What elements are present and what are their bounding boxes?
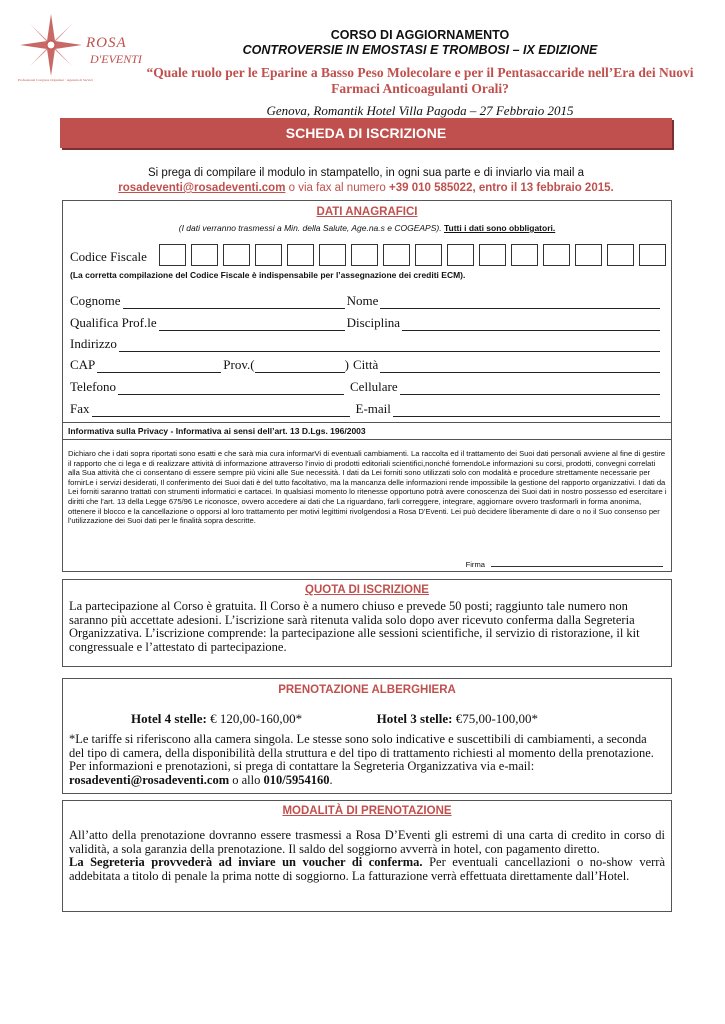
logo-brand-line2: D'EVENTI [90, 52, 142, 66]
modalita-title: MODALITÀ DI PRENOTAZIONE [282, 805, 452, 817]
logo [18, 12, 142, 84]
prenotazione-phone: 010/5954160 [263, 772, 330, 787]
codice-fiscale-cell[interactable] [575, 244, 602, 266]
nome-field[interactable] [380, 296, 660, 309]
intro-fax-text: o via fax al numero [285, 182, 389, 194]
intro-line1: Si prega di compilare il modulo in stampatello, in ogni sua parte e di inviarlo via mail a [148, 167, 584, 179]
quota-text: La partecipazione al Corso è gratuita. Il Corso è a numero chiuso e prevede 50 posti; raggiunto tale numero non saranno più accettate adesioni. L’iscrizione sarà ritenuta valida solo dopo aver ricevuto conferma dalla Segreteria Organizzativa. L’iscrizione comprende: la partecipazione alle sessioni scientifiche, il servizio di ristorazione, il kit congressuale e l’attestato di partecipazione. [69, 599, 640, 654]
compass-star-icon [18, 12, 84, 78]
disciplina-field[interactable] [402, 318, 660, 331]
prenotazione-body: *Le tariffe si riferiscono alla camera singola. Le stesse sono solo indicative e suscettibili di cambiamenti, a seconda del tipo di camera, della disponibilità della struttura e del tipo di trattamento richiesti al momento della prenotazione. Per informazioni e prenotazioni, si prega di contattare la Segreteria Organizzativa via e-mail: [69, 732, 654, 773]
codice-fiscale-cell[interactable] [383, 244, 410, 266]
row-cap-prov-citta [70, 357, 662, 373]
prov-close: ) [344, 357, 349, 372]
prenotazione-or: o allo [229, 772, 264, 787]
citta-label: Città [352, 357, 379, 372]
prenotazione-section [62, 678, 672, 794]
codice-fiscale-cell[interactable] [447, 244, 474, 266]
hotel4-label: Hotel 4 stelle: [131, 711, 207, 726]
codice-fiscale-cell[interactable] [351, 244, 378, 266]
nome-label: Nome [346, 293, 379, 308]
prenotazione-end: . [329, 772, 333, 787]
cap-field[interactable] [97, 360, 221, 373]
modalita-section [62, 800, 672, 912]
qualifica-label: Qualifica Prof.le [70, 315, 157, 330]
prov-label: Prov.( [223, 357, 255, 372]
email-label: E-mail [355, 401, 391, 416]
codice-fiscale-cell[interactable] [159, 244, 186, 266]
codice-fiscale-cell[interactable] [255, 244, 282, 266]
disciplina-label: Disciplina [346, 315, 401, 330]
modalita-text1: All’atto della prenotazione dovranno essere trasmessi a Rosa D’Eventi gli estremi di una carta di credito in corso di validità, a sola garanzia della prenotazione. Il saldo del soggiorno avverrà in hotel, con pagamento diretto. [69, 828, 665, 856]
email-field[interactable] [393, 404, 660, 417]
cognome-label: Cognome [70, 293, 121, 308]
codice-fiscale-label: Codice Fiscale [70, 249, 147, 264]
modalita-text2: Per eventuali cancellazioni o no-show verrà addebitata a titolo di penale la prima notte di soggiorno. La fatturazione verrà effettuata direttamente dall’Hotel. [69, 855, 665, 883]
quota-title: QUOTA DI ISCRIZIONE [305, 584, 429, 596]
codice-fiscale-cell[interactable] [607, 244, 634, 266]
header [140, 28, 700, 119]
anagrafici-note [63, 223, 671, 233]
codice-fiscale-cell[interactable] [415, 244, 442, 266]
hotel4-price: € 120,00-160,00* [206, 711, 303, 726]
codice-fiscale-cell[interactable] [191, 244, 218, 266]
telefono-label: Telefono [70, 379, 117, 394]
codice-fiscale-cell[interactable] [639, 244, 666, 266]
row-cognome-nome [70, 293, 662, 309]
indirizzo-label: Indirizzo [70, 336, 117, 351]
privacy-section [62, 422, 672, 572]
firma [466, 559, 663, 569]
course-question: “Quale ruolo per le Eparine a Basso Peso Molecolare e per il Pentasaccaride nell’Era dei Nuovi Farmaci Anticoagulanti Orali? [146, 65, 694, 96]
course-venue: Genova, Romantik Hotel Villa Pagoda – 27 Febbraio 2015 [266, 103, 574, 118]
prenotazione-text [69, 733, 665, 787]
privacy-title: Informativa sulla Privacy - Informativa ai sensi dell’art. 13 D.Lgs. 196/2003 [68, 426, 366, 436]
privacy-divider [63, 439, 671, 440]
prenotazione-title: PRENOTAZIONE ALBERGHIERA [278, 684, 456, 696]
codice-fiscale-cell[interactable] [223, 244, 250, 266]
logo-tagline: Professional Congress Organizer · Agenzia di Servizi [18, 78, 93, 82]
modalita-text [69, 829, 665, 883]
intro-fax-number: +39 010 585022, entro il 13 febbraio 2015. [389, 182, 614, 194]
intro [60, 166, 672, 196]
anagrafici-note-italic: (I dati verranno trasmessi a Min. della Salute, Age.na.s e COGEAPS). [178, 223, 442, 233]
cap-label: CAP [70, 357, 96, 372]
codice-fiscale-cell[interactable] [287, 244, 314, 266]
indirizzo-field[interactable] [119, 339, 660, 352]
firma-field[interactable] [491, 559, 663, 567]
hotel3-price: €75,00-100,00* [452, 711, 539, 726]
fax-field[interactable] [92, 404, 350, 417]
citta-field[interactable] [380, 360, 660, 373]
fax-label: Fax [70, 401, 90, 416]
cellulare-field[interactable] [400, 382, 660, 395]
quota-section [62, 579, 672, 667]
qualifica-field[interactable] [159, 318, 345, 331]
course-title: CORSO DI AGGIORNAMENTO [330, 28, 510, 42]
codice-fiscale-cell[interactable] [543, 244, 570, 266]
codice-fiscale-cell[interactable] [319, 244, 346, 266]
cellulare-label: Cellulare [350, 379, 398, 394]
intro-email-link[interactable]: rosadeventi@rosadeventi.com [118, 182, 286, 194]
form-banner: SCHEDA DI ISCRIZIONE [60, 118, 672, 148]
logo-brand-line1: ROSA [86, 35, 127, 51]
prenotazione-email[interactable]: rosadeventi@rosadeventi.com [69, 772, 230, 787]
hotel-prices [131, 711, 538, 727]
hotel3-label: Hotel 3 stelle: [376, 711, 453, 726]
codice-fiscale-note: (La corretta compilazione del Codice Fiscale è indispensabile per l’assegnazione dei crediti ECM). [70, 270, 466, 280]
course-subtitle: CONTROVERSIE IN EMOSTASI E TROMBOSI – IX EDIZIONE [242, 43, 598, 57]
row-indirizzo [70, 336, 662, 352]
row-fax-email [70, 401, 662, 417]
row-telefono-cellulare [70, 379, 662, 395]
codice-fiscale-cells[interactable] [159, 244, 671, 266]
anagrafici-title: DATI ANAGRAFICI [316, 206, 418, 218]
cognome-field[interactable] [123, 296, 345, 309]
anagrafici-note-bold: Tutti i dati sono obbligatori. [443, 223, 556, 233]
row-qualifica-disciplina [70, 315, 662, 331]
codice-fiscale-cell[interactable] [479, 244, 506, 266]
modalita-text2-bold: La Segreteria provvederà ad inviare un voucher di conferma. [69, 855, 423, 869]
prov-field[interactable] [255, 360, 345, 373]
privacy-text: Dichiaro che i dati sopra riportati sono esatti e che sarà mia cura informarVi di eventuali cambiamenti. La raccolta ed il trattamento dei Suoi dati personali avviene al fine di gestire il rapporto che ci lega e di realizzare attività di informazione attraverso l’invio di prodotti editoriali scientifici,nonché fornendoLe informazioni su corsi, prodotti, convegni correlati alla Sua attività che ci consentano di essere sempre più vicini alle Sue necessità. I dati da Lei forniti sono utilizzati solo con modalità e procedure strettamente necessarie per fornirLe i servizi desiderati, Il conferimento dei Suoi dati è del tutto facoltativo, ma la mancanza delle informazioni rende impossibile la gestione del rapporto organizzativi. I dati da Lei forniti saranno trattati con strumenti informatici e cartacei. In qualsiasi momento lo ritenesse opportuno potrà avere conoscenza dei Suoi dati in nostro possesso ed esercitare i diritti che l’art. 13 della Legge 675/96 Le riconosce, ovvero accedere ai dati che La riguardano, farli correggere, integrare, aggiornare ovvero trasformarli in forma anonima, ottenere il blocco e la cancellazione o opporsi al loro trattamento per motivi legittimi rivolgendosi a Rosa D’Eventi. Lei può decidere liberamente di dare o no il Suo consenso per l’utilizzazione dei Suoi dati per le finalità sopra descritte. [68, 449, 667, 526]
telefono-field[interactable] [118, 382, 344, 395]
anagrafici-section [62, 200, 672, 424]
firma-label: Firma [465, 560, 485, 569]
codice-fiscale-cell[interactable] [511, 244, 538, 266]
